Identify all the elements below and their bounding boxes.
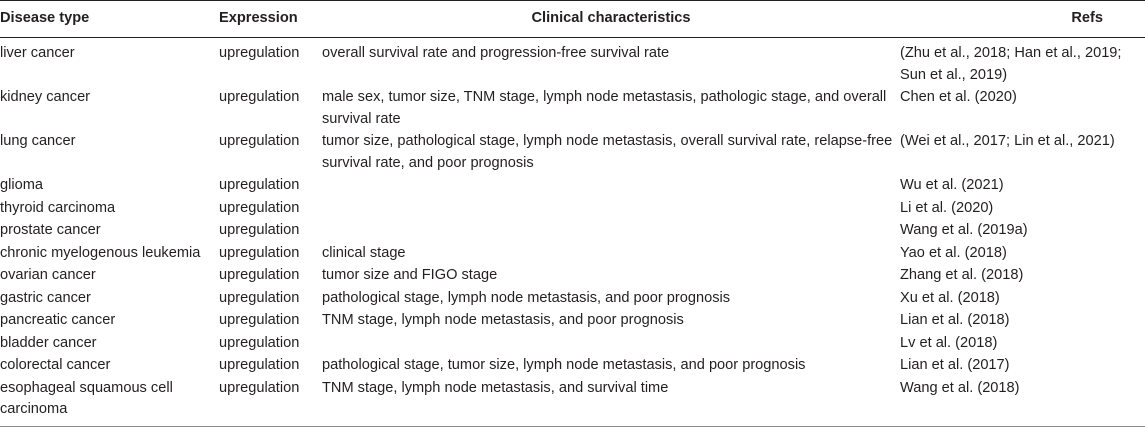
refs-cell: Lian et al. (2018) (900, 312, 1010, 328)
disease-cell: pancreatic cancer (0, 312, 116, 328)
disease-cell: prostate cancer (0, 222, 101, 238)
disease-cell: thyroid carcinoma (0, 199, 116, 216)
refs-cell: Lian et al. (2017) (900, 357, 1010, 373)
table-row (0, 332, 1145, 355)
disease-cell: esophageal squamous cell carcinoma (0, 379, 173, 417)
header-clinical-characteristics: Clinical characteristics (531, 10, 691, 27)
refs-cell: Wang et al. (2018) (900, 379, 1020, 396)
table-row (0, 197, 1145, 220)
clinical-cell: male sex, tumor size, TNM stage, lymph node metastasis, pathologic stage, and overall survival rate (322, 89, 887, 127)
table-row (0, 354, 1145, 377)
disease-cell: bladder cancer (0, 334, 97, 351)
refs-cell: Xu et al. (2018) (900, 289, 1000, 306)
refs-cell: Li et al. (2020) (900, 199, 994, 216)
refs-cell: Yao et al. (2018) (900, 244, 1007, 261)
clinical-cell: clinical stage (322, 244, 406, 261)
expression-cell: upregulation (219, 45, 300, 61)
table-row (0, 242, 1145, 265)
clinical-cell (322, 219, 900, 242)
expression-cell: upregulation (219, 133, 300, 149)
refs-cell: Lv et al. (2018) (900, 334, 998, 351)
table-row (0, 174, 1145, 197)
table-row (0, 86, 1145, 130)
table-row (0, 130, 1145, 174)
clinical-cell (322, 197, 900, 220)
clinical-cell: tumor size and FIGO stage (322, 267, 498, 283)
clinical-cell: TNM stage, lymph node metastasis, and poor prognosis (322, 312, 684, 328)
table-row (0, 309, 1145, 332)
disease-cell: lung cancer (0, 133, 76, 149)
disease-cell: liver cancer (0, 45, 75, 61)
disease-cell: glioma (0, 177, 43, 193)
header-refs: Refs (1071, 10, 1103, 27)
expression-cell: upregulation (219, 244, 300, 261)
refs-cell: Wu et al. (2021) (900, 177, 1004, 193)
header-row (0, 1, 1145, 38)
clinical-cell (322, 332, 900, 355)
expression-cell: upregulation (219, 89, 300, 105)
expression-cell: upregulation (219, 379, 300, 396)
disease-cell: ovarian cancer (0, 267, 96, 283)
expression-cell: upregulation (219, 289, 300, 306)
disease-cell: colorectal cancer (0, 357, 111, 373)
expression-cell: upregulation (219, 334, 300, 351)
refs-cell: Zhang et al. (2018) (900, 267, 1024, 283)
expression-cell: upregulation (219, 267, 300, 283)
disease-cell: kidney cancer (0, 89, 91, 105)
table-body (0, 38, 1145, 427)
clinical-cell: pathological stage, tumor size, lymph node metastasis, and poor prognosis (322, 357, 806, 373)
header-expression: Expression (219, 10, 298, 27)
refs-cell: (Zhu et al., 2018; Han et al., 2019; Sun et al., 2019) (900, 45, 1122, 83)
refs-cell: Wang et al. (2019a) (900, 222, 1028, 238)
expression-cell: upregulation (219, 199, 300, 216)
refs-cell: Chen et al. (2020) (900, 89, 1017, 105)
table-header (0, 1, 1145, 38)
table-row (0, 287, 1145, 310)
table-row (0, 219, 1145, 242)
disease-cell: gastric cancer (0, 289, 91, 306)
clinical-cell: pathological stage, lymph node metastasis, and poor prognosis (322, 289, 731, 306)
table-row (0, 264, 1145, 287)
table-row (0, 377, 1145, 427)
expression-cell: upregulation (219, 222, 300, 238)
disease-cell: chronic myelogenous leukemia (0, 244, 201, 261)
header-disease-type: Disease type (0, 10, 90, 27)
expression-cell: upregulation (219, 357, 300, 373)
clinical-cell (322, 174, 900, 197)
refs-cell: (Wei et al., 2017; Lin et al., 2021) (900, 133, 1115, 149)
clinical-cell: TNM stage, lymph node metastasis, and survival time (322, 379, 669, 396)
clinical-cell: tumor size, pathological stage, lymph node metastasis, overall survival rate, relapse-free survival rate, and poor prognosis (322, 133, 893, 171)
table-row (0, 38, 1145, 87)
expression-cell: upregulation (219, 177, 300, 193)
expression-cell: upregulation (219, 312, 300, 328)
clinical-cell: overall survival rate and progression-free survival rate (322, 45, 670, 61)
